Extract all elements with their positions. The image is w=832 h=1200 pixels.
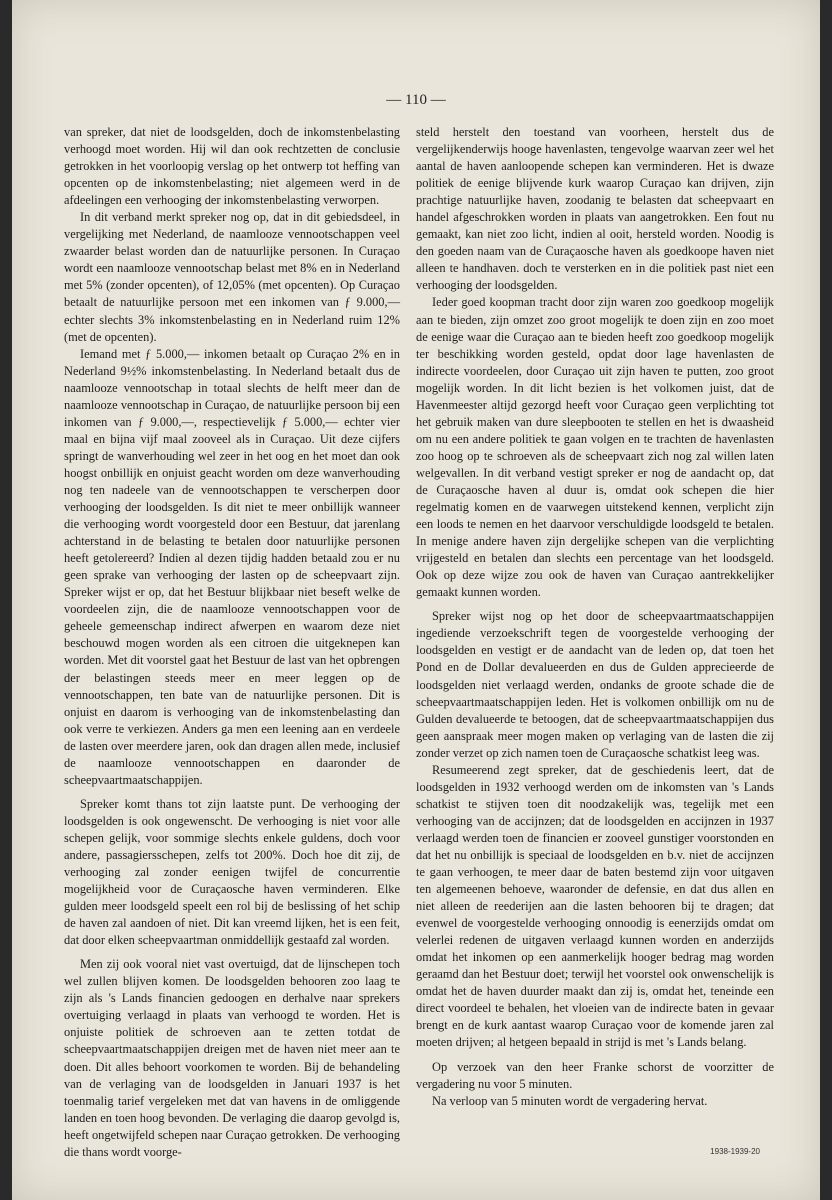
paragraph: steld herstelt den toestand van voorheen, herstelt dus de vergelijkenderwijs hooge havenlasten, tengevolge waarvan zeer wel het aantal de haven aanloopende schepen kan verminderen. Het is dwaze politiek de eenige blijvende kurk waarop Curaçao kan drijven, zijn prachtige natuurlijke haven, zoodanig te belasten dat scheepvaart en handel afgeschrokken worden in plaats van aangetrokken. Een fout nu gemaakt, kan niet zoo licht, indien al ooit, hersteld worden. Noodig is den goeden naam van de Curaçaosche haven als goedkoope haven niet alleen te handhaven. doch te versterken en in die politiek past niet een verhooging der loodsgelden. xyxy=(416,125,774,293)
paragraph: Na verloop van 5 minuten wordt de vergadering hervat. xyxy=(432,1093,708,1108)
left-column xyxy=(64,124,400,1161)
document-page xyxy=(12,0,820,1200)
paragraph: Spreker komt thans tot zijn laatste punt. De verhooging der loodsgelden is ook ongewenscht. De verhooging is niet voor alle schepen gelijk, voor sommige slechts enkele guldens, doch voor andere, passagiersschepen, zelfs tot 200%. Doch hoe dit zij, de verhooging zal zonder eenigen twijfel de concurrentie mogelijkheid voor de Curaçaosche haven verminderen. Elke gulden meer loodsgeld speelt een rol bij de beslissing of het schip de haven zal aandoen of niet. Dit kan vreemd lijken, het is een feit, dat door elken scheepvaartman onmiddellijk gestaafd zal worden. xyxy=(64,796,400,948)
right-column xyxy=(416,124,774,1110)
footer-code: 1938-1939-20 xyxy=(710,1147,760,1156)
paragraph: Spreker wijst nog op het door de scheepvaartmaatschappijen ingediende verzoekschrift tegen de voorgestelde verhooging der loodsgelden en vestigt er de aandacht van de leden op, dat toen het Pond en de Dollar devalueerden en dus de Gulden apprecieerde de loodsgelden niet verlaagd werden, ondanks de groote schade die de scheepvaartmaatschappijen leden. Het is volkomen onbillijk om nu de Gulden devalueerde te betoogen, dat de scheepvaartmaatschappijen dus geen aanspraak meer mogen maken op verlaging van de lasten die zij zonder verzet op zich namen toen de Curaçaosche schatkist leeg was. xyxy=(416,609,774,760)
paragraph: Men zij ook vooral niet vast overtuigd, dat de lijnschepen toch wel zullen blijven komen. De loodsgelden behooren zoo laag te zijn als 's Lands financien gedoogen en derhalve naar sprekers overtuiging verlaagd in plaats van verhoogd te worden. Het is onjuiste politiek de schroeven aan te zetten totdat de scheepvaartmaatschappijen dreigen met de haven niet meer aan te doen. Dit alles behoort voorkomen te worden. Bij de behandeling van de verlaging van de loodsgelden in Januari 1937 is het toenmalig tarief vergeleken met dat van havens in de omliggende landen en toen hoog bevonden. De verlaging die daarop gevolgd is, heeft ongetwijfeld schepen naar Curaçao getrokken. De verhooging die thans wordt voorge- xyxy=(64,957,400,1159)
paragraph: Op verzoek van den heer Franke schorst de voorzitter de vergadering nu voor 5 minuten. xyxy=(416,1059,774,1091)
paragraph: Iemand met ƒ 5.000,— inkomen betaalt op Curaçao 2% en in Nederland 9½% inkomstenbelasting. In Nederland betaalt dus de naamlooze vennootschap in totaal slechts de helft meer dan de naamlooze vennootschap in Curaçao, de natuurlijke persoon bij een inkomen van ƒ 9.000,—, respectievelijk ƒ 5.000,— echter vier maal en bijna vijf maal zooveel als in Curaçao. Uit deze cijfers springt de wanverhouding wel zeer in het oog en het moet dan ook hoogst onbillijk en onjuist geacht worden om deze wanverhouding nog ten nadeele van de vennootschappen te verscherpen door verhooging der loodsgelden. Is dit niet te meer onbillijk wanneer die verhooging wordt voorgesteld door een Bestuur, dat jarenlang achterstand in de belasting te betalen door natuurlijke personen heeft getolereerd? Indien al dezen tijdig hadden betaald zou er nu geen sprake van verhooging der lasten op de scheepvaart zijn. Spreker wijst er op, dat het Bestuur blijkbaar niet beseft welke de voordeelen zijn, die de naamlooze vennootschappen voor de geheele gemeenschap indirect afwerpen en waarom deze niet beschouwd mogen worden als een citroen die uitgeknepen kan worden. Met dit voorstel gaat het Bestuur de last van het opbrengen der belastingen steeds meer en meer leggen op de vennootschappen, ten bate van de natuurlijke personen. Dit is onjuist en daarom is verhooging van de inkomstenbelasting dan ook verre te verkiezen. Anders ga men een leening aan en verdeele de lasten over meerdere jaren, ook dan dragen allen mede, inclusief de naamlooze vennootschappen en daaronder de scheepvaartmaatschappijen. xyxy=(64,346,400,787)
paragraph: van spreker, dat niet de loodsgelden, doch de inkomstenbelasting verhoogd moet worden. Hij wil dan ook rechtzetten de conclusie getrokken in het voorloopig verslag op het ontwerp tot heffing van opcenten op de inkomstenbelasting; niet algemeen werd in de afdeelingen een verhooging der inkomstenbelasting verworpen. xyxy=(64,125,400,208)
paragraph: In dit verband merkt spreker nog op, dat in dit gebiedsdeel, in vergelijking met Nederland, de naamlooze vennootschappen veel zwaarder belast worden dan de natuurlijke personen. In Curaçao wordt een naamlooze vennootschap belast met 8% en in Nederland met 5% (zonder opcenten), of 12,05% (met opcenten). Op Curaçao betaalt de natuurlijke persoon met een inkomen van ƒ 9.000,— echter slechts 3% inkomstenbelasting en in Nederland ruim 12% (met de opcenten). xyxy=(64,210,400,344)
paragraph: Resumeerend zegt spreker, dat de geschiedenis leert, dat de loodsgelden in 1932 verhoogd werden om de inkomsten van 's Lands schatkist te stijven toen dit noodzakelijk was, tegelijk met een verhooging van de accijnzen; dat de loodsgelden en accijnzen in 1937 verlaagd werden toen de financien er zooveel gunstiger voorstonden en dat het nu onbillijk is speciaal de loodsgelden en b.v. niet de accijnzen te gaan verhoogen, te meer daar de baten bestemd zijn voor uitgaven ten algemeenen behoeve, waaronder de defensie, en dat dus allen en niet alleen de reederijen aan die lasten behooren bij te dragen; dat evenwel de voorgestelde verhooging onnoodig is eenerzijds omdat om velerlei redenen de uitgaven verlaagd kunnen worden en anderzijds omdat het inkomen op een aanmerkelijk hooger bedrag mag worden geraamd dan het Bestuur doet; terwijl het voorstel ook onwenschelijk is omdat het de haven duurder maakt dan zij is, omdat het, teneinde een direct voordeel te behalen, het vloeien van de indirecte baten in gevaar brengt en de kurk aantast waarop Curaçao voor de komende jaren zal moeten drijven; al hetgeen bepaald in strijd is met 's Lands belang. xyxy=(416,762,774,1050)
paragraph: Ieder goed koopman tracht door zijn waren zoo goedkoop mogelijk aan te bieden, zijn omzet zoo groot mogelijk te doen zijn en zoo moet de eenige waar die Curaçao aan te bieden heeft zoo goedkoop mogelijk ter beschikking worden gesteld, opdat door lage havenlasten de indirecte voordeelen, door Curaçao uit zijn haven te putten, zoo groot mogelijk worden. In dit licht bezien is het volkomen juist, dat de Havenmeester altijd gezorgd heeft voor Curaçao geen verplichting tot het gebruik maken van dure sleepbooten te stellen en het is dwaasheid om nu een andere politiek te gaan volgen en te trachten de havenlasten zoo hoog op te schroeven als de scheepvaart zich nog zal willen laten welgevallen. In dit verband vestigt spreker er nog de aandacht op, dat de Curaçaosche haven al duur is, omdat ook schepen die hier regelmatig komen en de vaarwegen uitstekend kennen, verplicht zijn een loods te nemen en het daarvoor verschuldigde loodsgeld te betalen. In menige andere haven zijn dergelijke schepen van die verplichting vrijgesteld en betalen dan slechts een percentage van het loodsgeld. Ook op deze wijze zou ook de haven van Curaçao aantrekkelijker gemaakt kunnen worden. xyxy=(416,295,774,600)
page-number: — 110 — xyxy=(386,92,446,108)
